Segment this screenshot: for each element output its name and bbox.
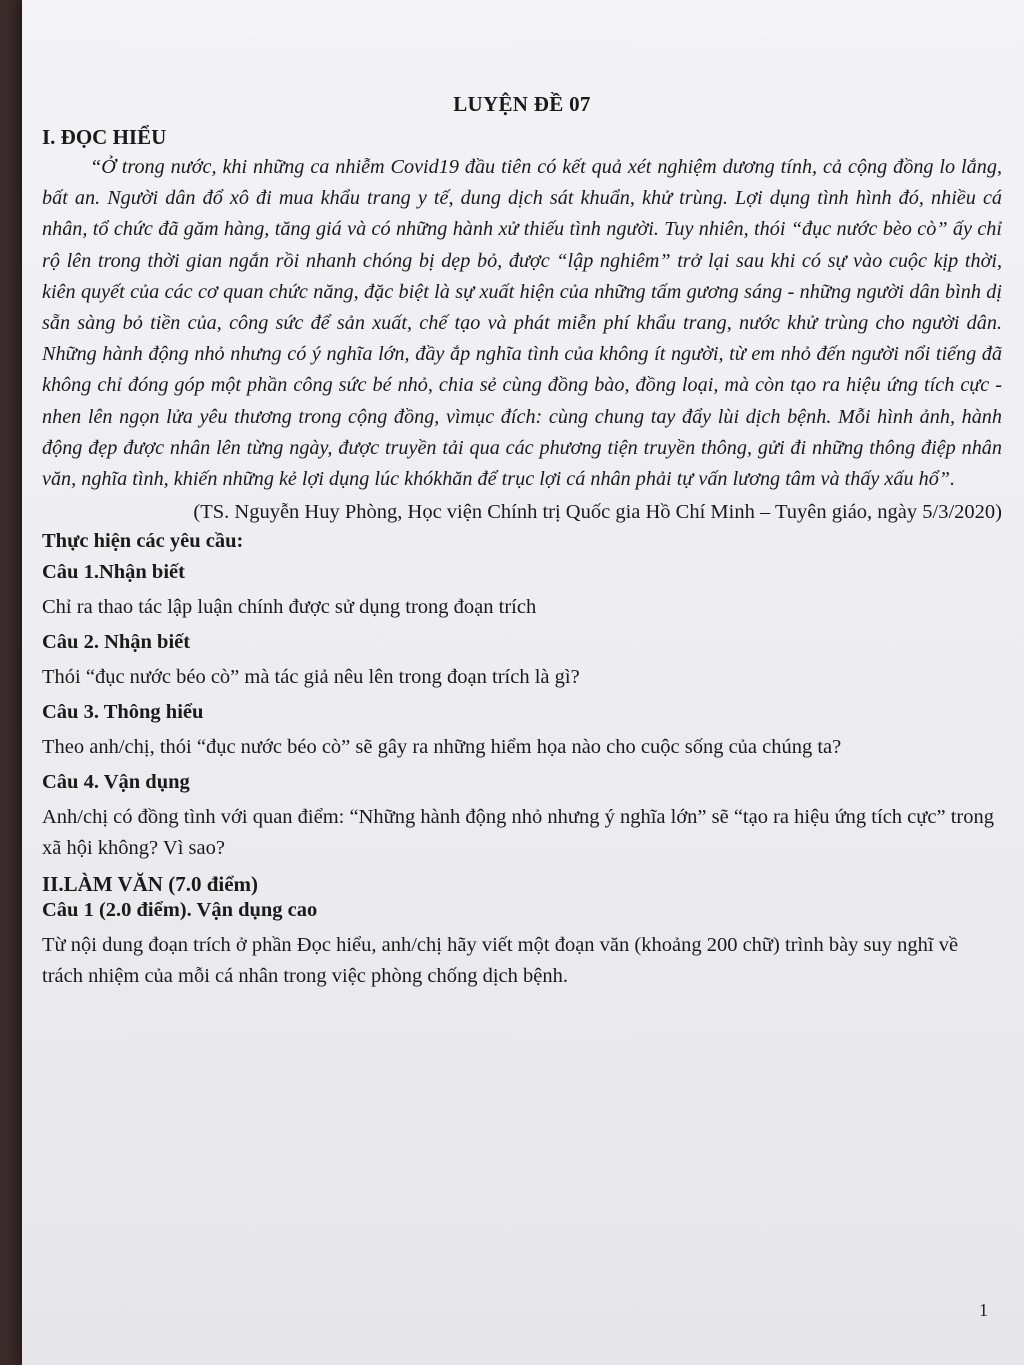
question-1-text: Chỉ ra thao tác lập luận chính được sử dụng trong đoạn trích	[42, 596, 537, 619]
section-writing-heading: II.LÀM VĂN (7.0 điểm)	[42, 872, 259, 897]
essay-question-text: Từ nội dung đoạn trích ở phần Đọc hiểu, anh/chị hãy viết một đoạn văn (khoảng 200 chữ) trình bày suy nghĩ về trách nhiệm của mỗi cá nhân trong việc phòng chống dịch bệnh.	[42, 934, 959, 988]
question-4-text: Anh/chị có đồng tình với quan điểm: “Những hành động nhỏ nhưng ý nghĩa lớn” sẽ “tạo ra hiệu ứng tích cực” trong xã hội không? Vì sao?	[42, 806, 994, 860]
section-reading-heading: I. ĐỌC HIỂU	[42, 125, 167, 149]
question-2-heading: Câu 2. Nhận biết	[42, 631, 191, 654]
essay-question-heading: Câu 1 (2.0 điểm). Vận dụng cao	[42, 899, 318, 922]
document-page	[22, 0, 1024, 1365]
passage-source: (TS. Nguyễn Huy Phòng, Học viện Chính trị Quốc gia Hồ Chí Minh – Tuyên giáo, ngày 5/3/2020)	[193, 501, 1002, 524]
question-1-heading: Câu 1.Nhận biết	[42, 561, 185, 584]
document-content	[42, 92, 1002, 1000]
question-3-text: Theo anh/chị, thói “đục nước béo cò” sẽ gây ra những hiểm họa nào cho cuộc sống của chúng ta?	[42, 736, 842, 759]
question-3-heading: Câu 3. Thông hiểu	[42, 701, 204, 724]
question-4-heading: Câu 4. Vận dụng	[42, 771, 190, 794]
page-number: 1	[979, 1300, 988, 1320]
question-2-text: Thói “đục nước béo cò” mà tác giả nêu lên trong đoạn trích là gì?	[42, 666, 580, 689]
document-title: LUYỆN ĐỀ 07	[453, 92, 591, 116]
reading-passage: “Ở trong nước, khi những ca nhiễm Covid19 đầu tiên có kết quả xét nghiệm dương tính, cả cộng đồng lo lắng, bất an. Người dân đổ xô đi mua khẩu trang y tế, dung dịch sát khuẩn, khử trùng. Lợi dụng tình hình đó, nhiều cá nhân, tổ chức đã găm hàng, tăng giá và có những hành xử thiếu tình người. Tuy nhiên, thói “đục nước bèo cò” ấy chỉ rộ lên trong thời gian ngắn rồi nhanh chóng bị dẹp bỏ, được “lập nghiêm” trở lại sau khi có sự vào cuộc kịp thời, kiên quyết của các cơ quan chức năng, đặc biệt là sự xuất hiện của những tấm gương sáng - những người dân bình dị sẵn sàng bỏ tiền của, công sức để sản xuất, chế tạo và phát miễn phí khẩu trang, nước khử trùng cho người dân. Những hành động nhỏ nhưng có ý nghĩa lớn, đầy ắp nghĩa tình của không ít người, từ em nhỏ đến người nổi tiếng đã không chỉ đóng góp một phần công sức bé nhỏ, chia sẻ cùng đồng bào, đồng loại, mà còn tạo ra hiệu ứng tích cực - nhen lên ngọn lửa yêu thương trong cộng đồng, vìmục đích: cùng chung tay đẩy lùi dịch bệnh. Mỗi hình ảnh, hành động đẹp được nhân lên từng ngày, được truyền tải qua các phương tiện truyền thông, gửi đi những thông điệp nhân văn, nghĩa tình, khiến những kẻ lợi dụng lúc khókhăn để trục lợi cá nhân phải tự vấn lương tâm và thấy xấu hổ”.	[42, 156, 1002, 491]
requirements-heading: Thực hiện các yêu cầu:	[42, 530, 244, 553]
